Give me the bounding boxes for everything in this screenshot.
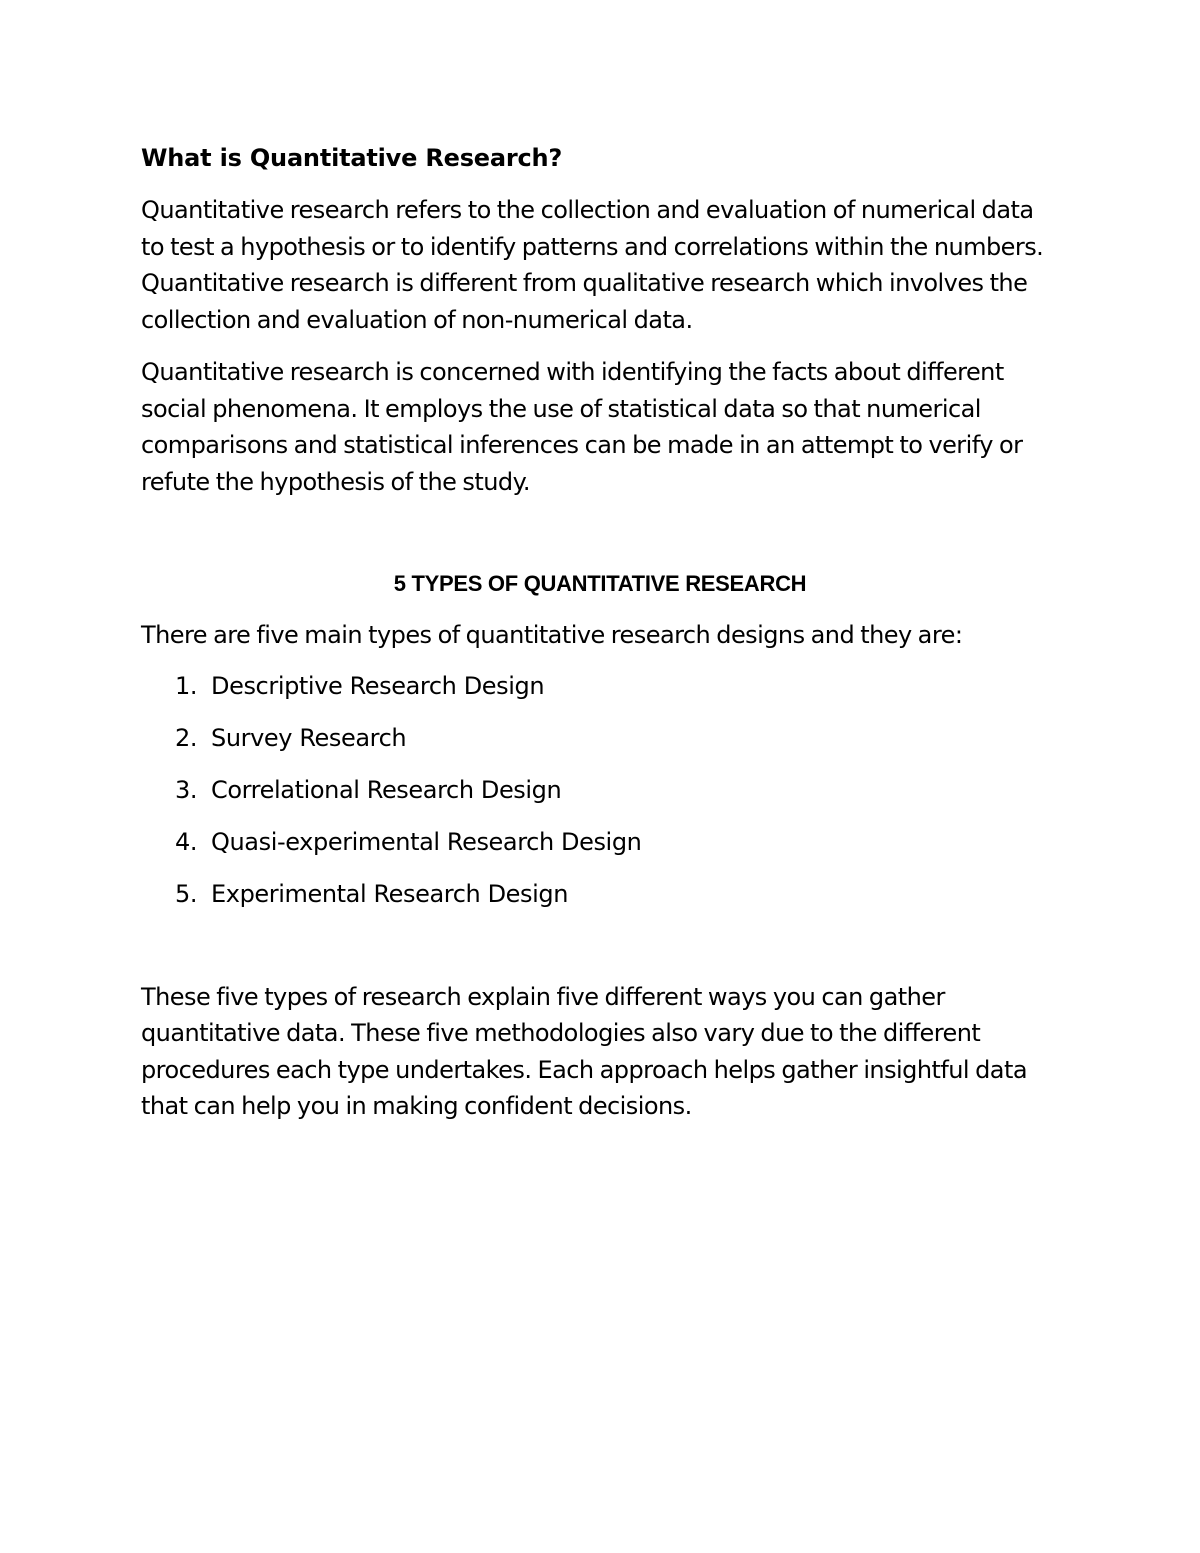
list-item-label: Survey Research bbox=[211, 723, 407, 752]
list-item-label: Correlational Research Design bbox=[211, 775, 562, 804]
paragraph-purpose: Quantitative research is concerned with identifying the facts about different social phenomena. It employs the use of statistical data so that numerical comparisons and statistical inferences can be made in an attempt to verify or refute the hypothesis of the study. bbox=[141, 358, 1023, 496]
list-item-number: 1. bbox=[175, 671, 198, 700]
research-types-list bbox=[141, 668, 1059, 912]
section-title: 5 TYPES OF QUANTITATIVE RESEARCH bbox=[393, 571, 807, 596]
list-item bbox=[141, 876, 1059, 912]
list-item-number: 4. bbox=[175, 827, 198, 856]
list-item-number: 5. bbox=[175, 879, 198, 908]
list-item bbox=[141, 720, 1059, 756]
page-title: What is Quantitative Research? bbox=[141, 144, 563, 172]
document-body bbox=[141, 140, 1059, 1141]
list-item bbox=[141, 668, 1059, 704]
list-item-label: Quasi-experimental Research Design bbox=[211, 827, 642, 856]
paragraph-definition: Quantitative research refers to the collection and evaluation of numerical data to test a hypothesis or to identify patterns and correlations within the numbers. Quantitative research is different from qualitative research which involves the collection and evaluation of non-numerical data. bbox=[141, 196, 1044, 334]
list-item bbox=[141, 824, 1059, 860]
closing-paragraph: These five types of research explain five different ways you can gather quantitative data. These five methodologies also vary due to the different procedures each type undertakes. Each approach helps gather insightful data that can help you in making confident decisions. bbox=[141, 982, 1027, 1120]
list-item-label: Descriptive Research Design bbox=[211, 671, 545, 700]
list-item-number: 3. bbox=[175, 775, 198, 804]
list-item-number: 2. bbox=[175, 723, 198, 752]
list-item-label: Experimental Research Design bbox=[211, 879, 569, 908]
list-intro: There are five main types of quantitative research designs and they are: bbox=[141, 621, 963, 649]
list-item bbox=[141, 772, 1059, 808]
